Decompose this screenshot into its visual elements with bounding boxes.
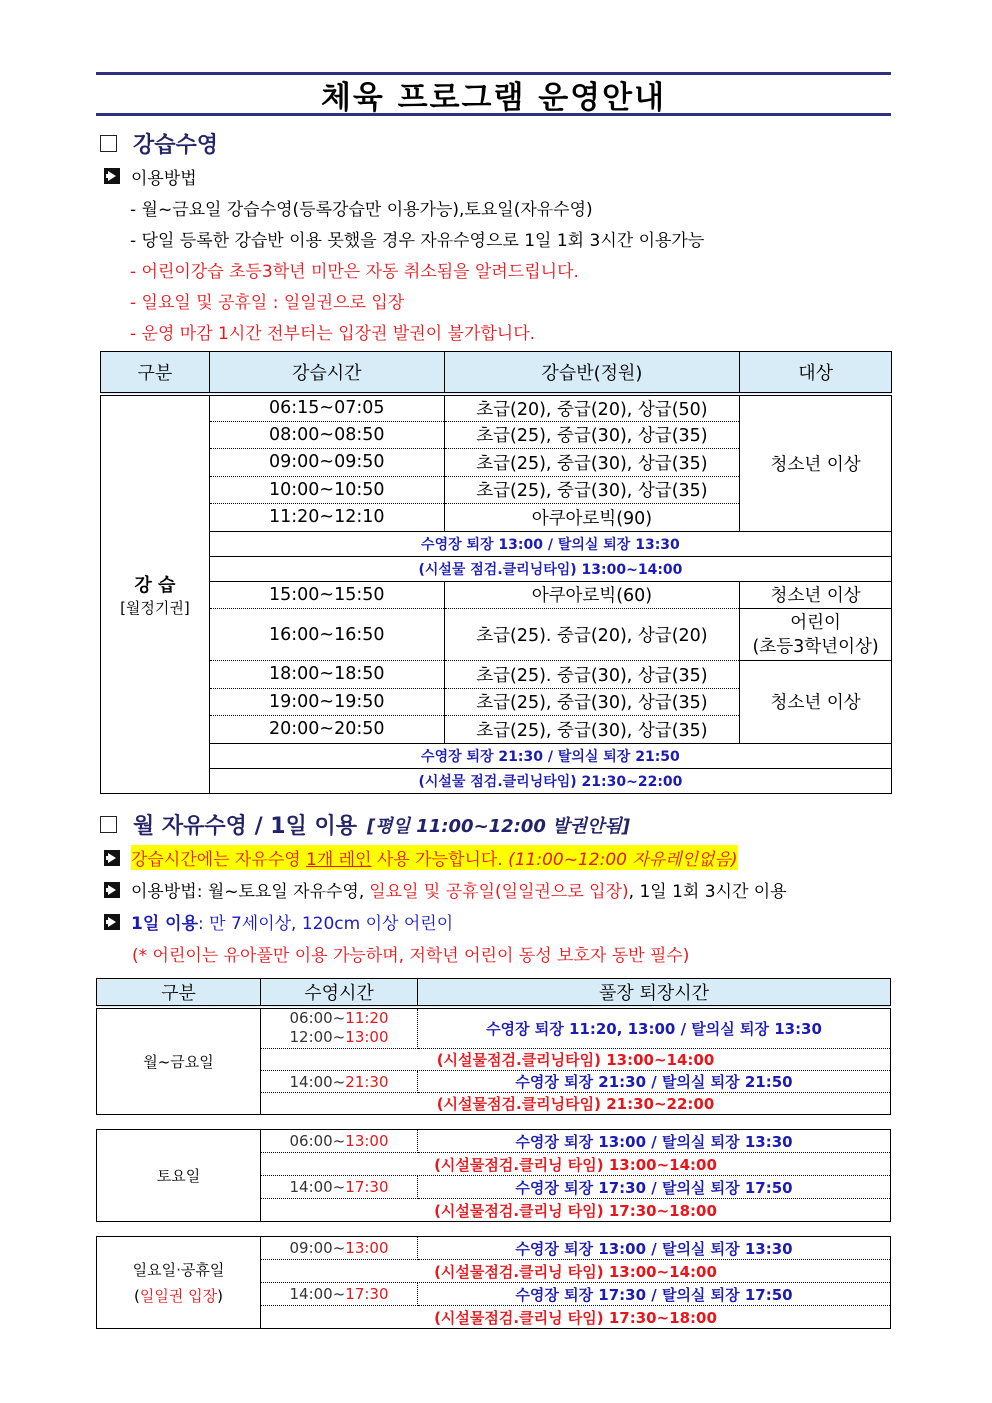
- cleaning-note: (시설물점검.클리닝 타임) 13:00~14:00: [261, 1153, 891, 1176]
- time-start: 14:00~: [289, 1072, 346, 1091]
- cleaning-note: (시설물점검.클리닝타임) 21:30~22:00: [436, 1095, 715, 1113]
- header-swim-time: 수영시간: [261, 978, 418, 1007]
- time-cell: [261, 1071, 418, 1093]
- lesson-schedule-table: [100, 351, 892, 794]
- document-page: [96, 72, 891, 1329]
- free-swim-sunday-table: [96, 1236, 891, 1329]
- lane-note: (11:00~12:00 자유레인없음): [508, 850, 738, 870]
- target-cell: 청소년 이상: [740, 394, 892, 532]
- section-heading-free-swim: [96, 808, 891, 842]
- time-end: 13:00: [345, 1239, 389, 1257]
- usage-method-line: [104, 874, 891, 906]
- time-start: 14:00~: [289, 1285, 346, 1303]
- bullet-warning: - 운영 마감 1시간 전부터는 입장권 발권이 불가합니다.: [130, 324, 536, 344]
- time-cell: [261, 1130, 418, 1153]
- section-title: 월 자유수영 / 1일 이용: [133, 814, 357, 839]
- cleaning-note: (시설물 점검.클리닝타임) 21:30~22:00: [209, 768, 891, 793]
- cleaning-note: (시설물점검.클리닝타임) 13:00~14:00: [261, 1049, 891, 1071]
- target-cell: 청소년 이상: [740, 661, 892, 744]
- time-cell: 08:00~08:50: [209, 421, 444, 449]
- cleaning-note: (시설물점검.클리닝 타임) 17:30~18:00: [434, 1201, 717, 1220]
- table-row: [101, 394, 892, 422]
- note-row: [101, 531, 892, 556]
- time-start: 09:00~: [289, 1239, 346, 1257]
- time-cell: 20:00~20:50: [209, 716, 444, 744]
- exit-cell: 수영장 퇴장 13:00 / 탈의실 퇴장 13:30: [418, 1130, 891, 1153]
- time-cell: [261, 1007, 418, 1049]
- bullet: - 당일 등록한 강습반 이용 못했을 경우 자유수영으로 1일 1회 3시간 이용가능: [130, 231, 705, 251]
- section-title: 강습수영: [133, 132, 219, 158]
- cleaning-note: (시설물점검.클리닝 타임) 17:30~18:00: [434, 1308, 717, 1327]
- time-start: 12:00~: [289, 1028, 346, 1047]
- class-cell: 초급(25). 중급(20), 상급(20): [444, 609, 740, 661]
- header-category: 구분: [101, 352, 210, 394]
- page-title: 체육 프로그램 운영안내: [320, 79, 667, 116]
- cleaning-note: (시설물 점검.클리닝타임) 13:00~14:00: [209, 556, 891, 581]
- title-bar: [96, 72, 891, 116]
- time-cell: 16:00~16:50: [209, 609, 444, 661]
- class-cell: 초급(25). 중급(30), 상급(35): [444, 661, 740, 689]
- daily-ticket-label: 일일권 입장: [139, 1286, 218, 1305]
- arrow-right-icon: [104, 882, 120, 898]
- table-row: [101, 661, 892, 689]
- free-swim-lane-line: [104, 842, 891, 874]
- time-end: 21:30: [345, 1072, 389, 1091]
- time-cell: 19:00~19:50: [209, 688, 444, 716]
- category-cell: 토요일: [97, 1130, 261, 1222]
- class-cell: 초급(25), 중급(30), 상급(35): [444, 449, 740, 477]
- exit-cell: 수영장 퇴장 13:00 / 탈의실 퇴장 13:30: [418, 1237, 891, 1260]
- category-label: 일요일·공휴일: [132, 1260, 225, 1279]
- time-start: 14:00~: [289, 1178, 346, 1196]
- note-row: [101, 743, 892, 768]
- header-time: 강습시간: [209, 352, 444, 394]
- note-row: [101, 768, 892, 793]
- time-end: 11:20: [345, 1009, 389, 1028]
- class-cell: 초급(25), 중급(30), 상급(35): [444, 688, 740, 716]
- header-category: 구분: [97, 978, 261, 1007]
- checkbox-icon: [100, 816, 117, 833]
- arrow-right-icon: [104, 168, 120, 184]
- lane-text: 강습시간에는 자유수영: [131, 850, 307, 870]
- class-cell: 아쿠아로빅(60): [444, 581, 740, 609]
- header-exit-time: 풀장 퇴장시간: [418, 978, 891, 1007]
- time-cell: [261, 1176, 418, 1199]
- category-cell: [97, 1237, 261, 1329]
- lane-count: 1개 레인: [306, 850, 372, 870]
- daily-use-condition: : 만 7세이상, 120cm 이상 어린이: [198, 914, 454, 934]
- target-line: 어린이: [790, 612, 841, 633]
- exit-cell: 수영장 퇴장 21:30 / 탈의실 퇴장 21:50: [418, 1071, 891, 1093]
- category-cell: [101, 394, 210, 794]
- checkbox-icon: [100, 135, 117, 152]
- target-cell: [740, 609, 892, 661]
- table-row: [97, 1007, 891, 1049]
- usage-label: 이용방법: [131, 168, 197, 189]
- note-row: [101, 556, 892, 581]
- target-line: (초등3학년이상): [752, 636, 879, 657]
- category-sub: (일일권 입장): [134, 1286, 223, 1305]
- arrow-right-icon: [104, 914, 120, 930]
- arrow-right-icon: [104, 850, 120, 866]
- category-sub: [월정기권]: [120, 598, 190, 617]
- free-swim-saturday-table: [96, 1129, 891, 1222]
- exit-note: 수영장 퇴장 21:30 / 탈의실 퇴장 21:50: [209, 743, 891, 768]
- header-target: 대상: [740, 352, 892, 394]
- usage-label-line: [104, 160, 891, 192]
- usage-text: 이용방법: 월~토요일 자유수영,: [131, 882, 365, 902]
- usage-text: , 1일 1회 3시간 이용: [628, 882, 787, 902]
- time-cell: [261, 1237, 418, 1260]
- header-class: 강습반(정원): [444, 352, 740, 394]
- time-cell: 10:00~10:50: [209, 476, 444, 504]
- bullet: - 월~금요일 강습수영(등록강습만 이용가능),토요일(자유수영): [130, 200, 593, 220]
- class-cell: 초급(25), 중급(30), 상급(35): [444, 716, 740, 744]
- time-end: 13:00: [345, 1132, 389, 1150]
- exit-cell: 수영장 퇴장 17:30 / 탈의실 퇴장 17:50: [418, 1283, 891, 1306]
- daily-use-label: 1일 이용: [131, 914, 199, 934]
- table-row: [101, 581, 892, 609]
- category-cell: 월~금요일: [97, 1007, 261, 1115]
- lane-text: 사용 가능합니다.: [371, 850, 509, 870]
- cleaning-note: (시설물점검.클리닝 타임) 13:00~14:00: [261, 1260, 891, 1283]
- exit-note: 수영장 퇴장 13:00 / 탈의실 퇴장 13:30: [209, 531, 891, 556]
- child-note: (* 어린이는 유아풀만 이용 가능하며, 저학년 어린이 동성 보호자 동반 필수): [132, 946, 690, 966]
- daily-use-line: [104, 906, 891, 938]
- free-swim-weekday-table: [96, 978, 891, 1116]
- table-row: [101, 609, 892, 661]
- class-cell: 초급(25), 중급(30), 상급(35): [444, 421, 740, 449]
- class-cell: 아쿠아로빅(90): [444, 504, 740, 532]
- section-note: [평일 11:00~12:00 발권안됨]: [367, 815, 630, 837]
- bullet-warning: - 어린이강습 초등3학년 미만은 자동 취소됨을 알려드립니다.: [130, 262, 579, 282]
- table-row: [97, 1130, 891, 1153]
- exit-cell: 수영장 퇴장 17:30 / 탈의실 퇴장 17:50: [418, 1176, 891, 1199]
- class-cell: 초급(20), 중급(20), 상급(50): [444, 394, 740, 422]
- bullet-warning: - 일요일 및 공휴일 : 일일권으로 입장: [130, 293, 405, 313]
- time-cell: [261, 1283, 418, 1306]
- time-cell: 15:00~15:50: [209, 581, 444, 609]
- exit-cell: 수영장 퇴장 11:20, 13:00 / 탈의실 퇴장 13:30: [418, 1007, 891, 1049]
- time-start: 06:00~: [289, 1132, 346, 1150]
- time-cell: 11:20~12:10: [209, 504, 444, 532]
- time-start: 06:00~: [289, 1009, 346, 1028]
- section-heading-lessons: [96, 126, 891, 160]
- table-row: [97, 1237, 891, 1260]
- category-label: 강 습: [134, 574, 176, 596]
- time-end: 17:30: [345, 1178, 389, 1196]
- class-cell: 초급(25), 중급(30), 상급(35): [444, 476, 740, 504]
- target-cell: 청소년 이상: [740, 581, 892, 609]
- usage-holiday: 일요일 및 공휴일(일일권으로 입장): [369, 882, 629, 902]
- time-end: 13:00: [345, 1028, 389, 1047]
- time-cell: 09:00~09:50: [209, 449, 444, 477]
- time-cell: 18:00~18:50: [209, 661, 444, 689]
- time-end: 17:30: [345, 1285, 389, 1303]
- time-cell: 06:15~07:05: [209, 394, 444, 422]
